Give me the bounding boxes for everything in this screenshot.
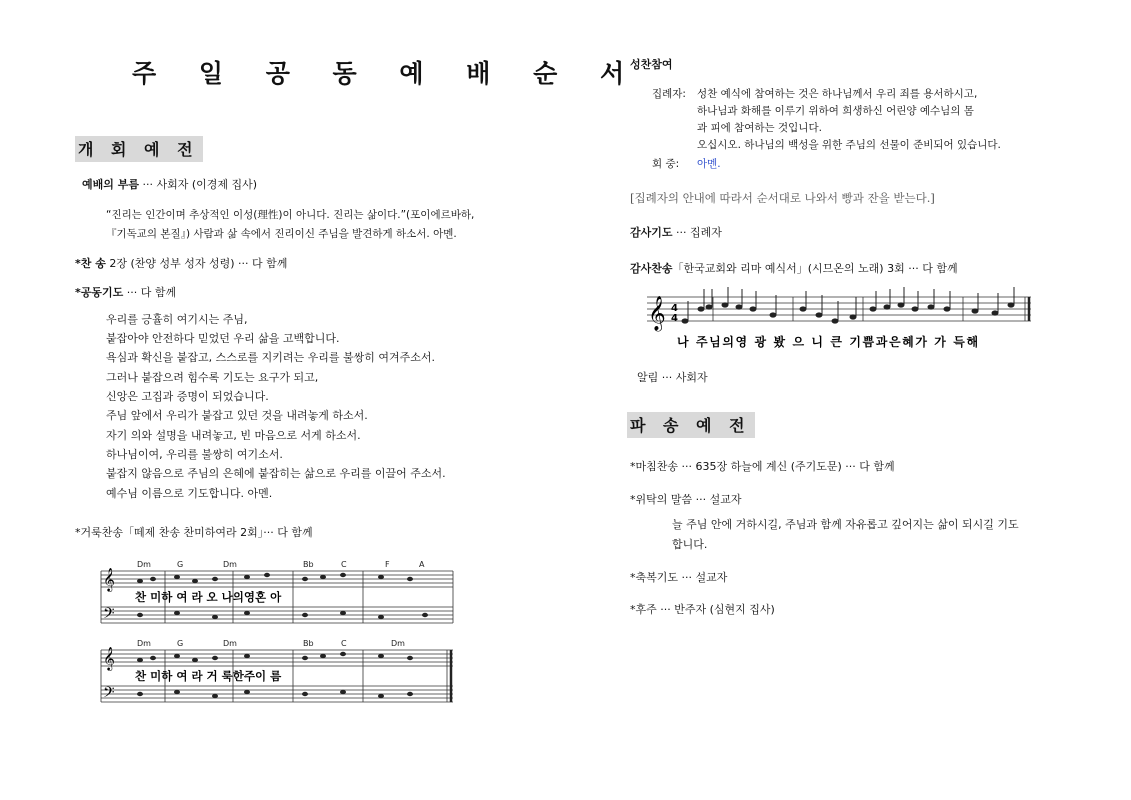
communion-heading: 성찬참여 bbox=[630, 58, 673, 71]
thanks-prayer-detail: ··· 집례자 bbox=[672, 226, 722, 239]
hymn-detail: 2장 (찬양 성부 성자 성령) ··· 다 함께 bbox=[105, 257, 288, 270]
hymn-line bbox=[75, 257, 287, 271]
thanks-prayer-label: 감사기도 bbox=[630, 226, 673, 239]
commission-text-line: 늘 주님 안에 거하시길, 주님과 함께 자유롭고 깊어지는 삶이 되시길 기도 bbox=[672, 518, 1019, 531]
prayer-detail: ··· 다 함께 bbox=[123, 286, 177, 299]
thanks-prayer-line bbox=[630, 226, 722, 240]
holy-song-line: *거룩찬송「떼제 찬송 찬미하여라 2회」··· 다 함께 bbox=[75, 526, 313, 539]
commission-text-line: 합니다. bbox=[672, 538, 708, 551]
call-text-line: “진리는 인간이며 추상적인 이성(理性)이 아니다. 진리는 삶이다.”(포이에르바하, bbox=[106, 209, 475, 221]
chord-label: A bbox=[419, 560, 425, 569]
score-lyrics: 나 주님의영 광 봤 으 니 큰 기쁨과은혜가 가 득해 bbox=[677, 335, 980, 349]
svg-text:𝄞: 𝄞 bbox=[103, 646, 115, 670]
prayer-text-line: 예수님 이름으로 기도합니다. 아멘. bbox=[106, 487, 273, 500]
officiant-text-line: 하나님과 화해를 이루기 위하여 희생하신 어린양 예수님의 몸 bbox=[697, 105, 974, 117]
commission-line: *위탁의 말씀 ··· 설교자 bbox=[630, 493, 742, 506]
thanks-song-label: 감사찬송 bbox=[630, 262, 673, 275]
chord-label: Bb bbox=[303, 560, 314, 569]
call-to-worship-label: 예배의 부름 bbox=[82, 178, 139, 191]
prayer-label: *공동기도 bbox=[75, 286, 124, 299]
chord-label: Dm bbox=[223, 560, 237, 569]
chord-label: C bbox=[341, 639, 347, 648]
chord-label: Dm bbox=[137, 639, 151, 648]
svg-text:𝄞: 𝄞 bbox=[103, 567, 115, 591]
prayer-text-line: 붙잡지 않음으로 주님의 은혜에 붙잡히는 삶으로 우리를 이끌어 주소서. bbox=[106, 467, 446, 480]
postlude-line: *후주 ··· 반주자 (심현지 집사) bbox=[630, 603, 775, 616]
prayer-text-line: 주님 앞에서 우리가 붙잡고 있던 것을 내려놓게 하소서. bbox=[106, 409, 368, 422]
officiant-label: 집례자: bbox=[652, 88, 686, 100]
chord-label: Dm bbox=[223, 639, 237, 648]
svg-text:4: 4 bbox=[671, 303, 678, 314]
thanks-song-line bbox=[630, 262, 958, 276]
score-lyrics: 찬 미하 여 라 거 룩한주이 름 bbox=[135, 669, 282, 683]
music-score-simeon bbox=[645, 283, 1035, 355]
svg-text:𝄢: 𝄢 bbox=[103, 684, 115, 705]
prayer-text-line: 신앙은 고집과 증명이 되었습니다. bbox=[106, 390, 269, 403]
svg-text:4: 4 bbox=[671, 313, 678, 324]
prayer-text-line: 욕심과 확신을 붙잡고, 스스로를 지키려는 우리를 불쌍히 여겨주소서. bbox=[106, 351, 435, 364]
hymn-label: *찬 송 bbox=[75, 257, 106, 270]
prayer-text-line: 붙잡아야 안전하다 믿었던 우리 삶을 고백합니다. bbox=[106, 332, 340, 345]
svg-text:𝄢: 𝄢 bbox=[103, 605, 115, 626]
officiant-text-line: 성찬 예식에 참여하는 것은 하나님께서 우리 죄를 용서하시고, bbox=[697, 88, 978, 100]
section-heading-opening: 개 회 예 전 bbox=[75, 136, 203, 162]
call-to-worship-leader: ··· 사회자 (이경제 집사) bbox=[138, 178, 258, 191]
chord-label: C bbox=[341, 560, 347, 569]
officiant-text-line: 과 피에 참여하는 것입니다. bbox=[697, 122, 822, 134]
prayer-text-line: 우리를 긍휼히 여기시는 주님, bbox=[106, 313, 248, 326]
notice-line: 알림 ··· 사회자 bbox=[637, 371, 708, 384]
prayer-text-line: 자기 의와 설명을 내려놓고, 빈 마음으로 서게 하소서. bbox=[106, 429, 361, 442]
prayer-text-line: 하나님이여, 우리를 불쌍히 여기소서. bbox=[106, 448, 283, 461]
svg-text:𝄞: 𝄞 bbox=[648, 296, 666, 331]
officiant-text-line: 오십시오. 하나님의 백성을 위한 주님의 선물이 준비되어 있습니다. bbox=[697, 139, 1001, 151]
chord-label: Dm bbox=[391, 639, 405, 648]
chord-label: Bb bbox=[303, 639, 314, 648]
music-score-taize bbox=[95, 555, 460, 715]
call-to-worship bbox=[82, 178, 257, 192]
communion-instruction: [집례자의 안내에 따라서 순서대로 나와서 빵과 잔을 받는다.] bbox=[630, 191, 935, 205]
chord-label: G bbox=[177, 639, 184, 648]
call-text-line: 『기독교의 본질』) 사람과 삶 속에서 진리이신 주님을 발견하게 하소서. 아멘. bbox=[106, 228, 457, 240]
congregation-label: 회 중: bbox=[652, 158, 680, 170]
benediction-line: *축복기도 ··· 설교자 bbox=[630, 571, 728, 584]
chord-label: F bbox=[385, 560, 390, 569]
thanks-song-detail: 「한국교회와 리마 예식서」(시므온의 노래) 3회 ··· 다 함께 bbox=[672, 262, 958, 275]
prayer-text-line: 그러나 붙잡으려 힘수록 기도는 요구가 되고, bbox=[106, 371, 319, 384]
section-heading-sending: 파 송 예 전 bbox=[627, 412, 755, 438]
prayer-line bbox=[75, 286, 176, 300]
page-title: 주 일 공 동 예 배 순 서 bbox=[132, 59, 642, 88]
chord-label: Dm bbox=[137, 560, 151, 569]
chord-label: G bbox=[177, 560, 184, 569]
congregation-response: 아멘. bbox=[697, 158, 721, 170]
score-lyrics: 찬 미하 여 라 오 나의영혼 아 bbox=[135, 590, 282, 604]
closing-hymn-line: *마침찬송 ··· 635장 하늘에 계신 (주기도문) ··· 다 함께 bbox=[630, 460, 895, 473]
